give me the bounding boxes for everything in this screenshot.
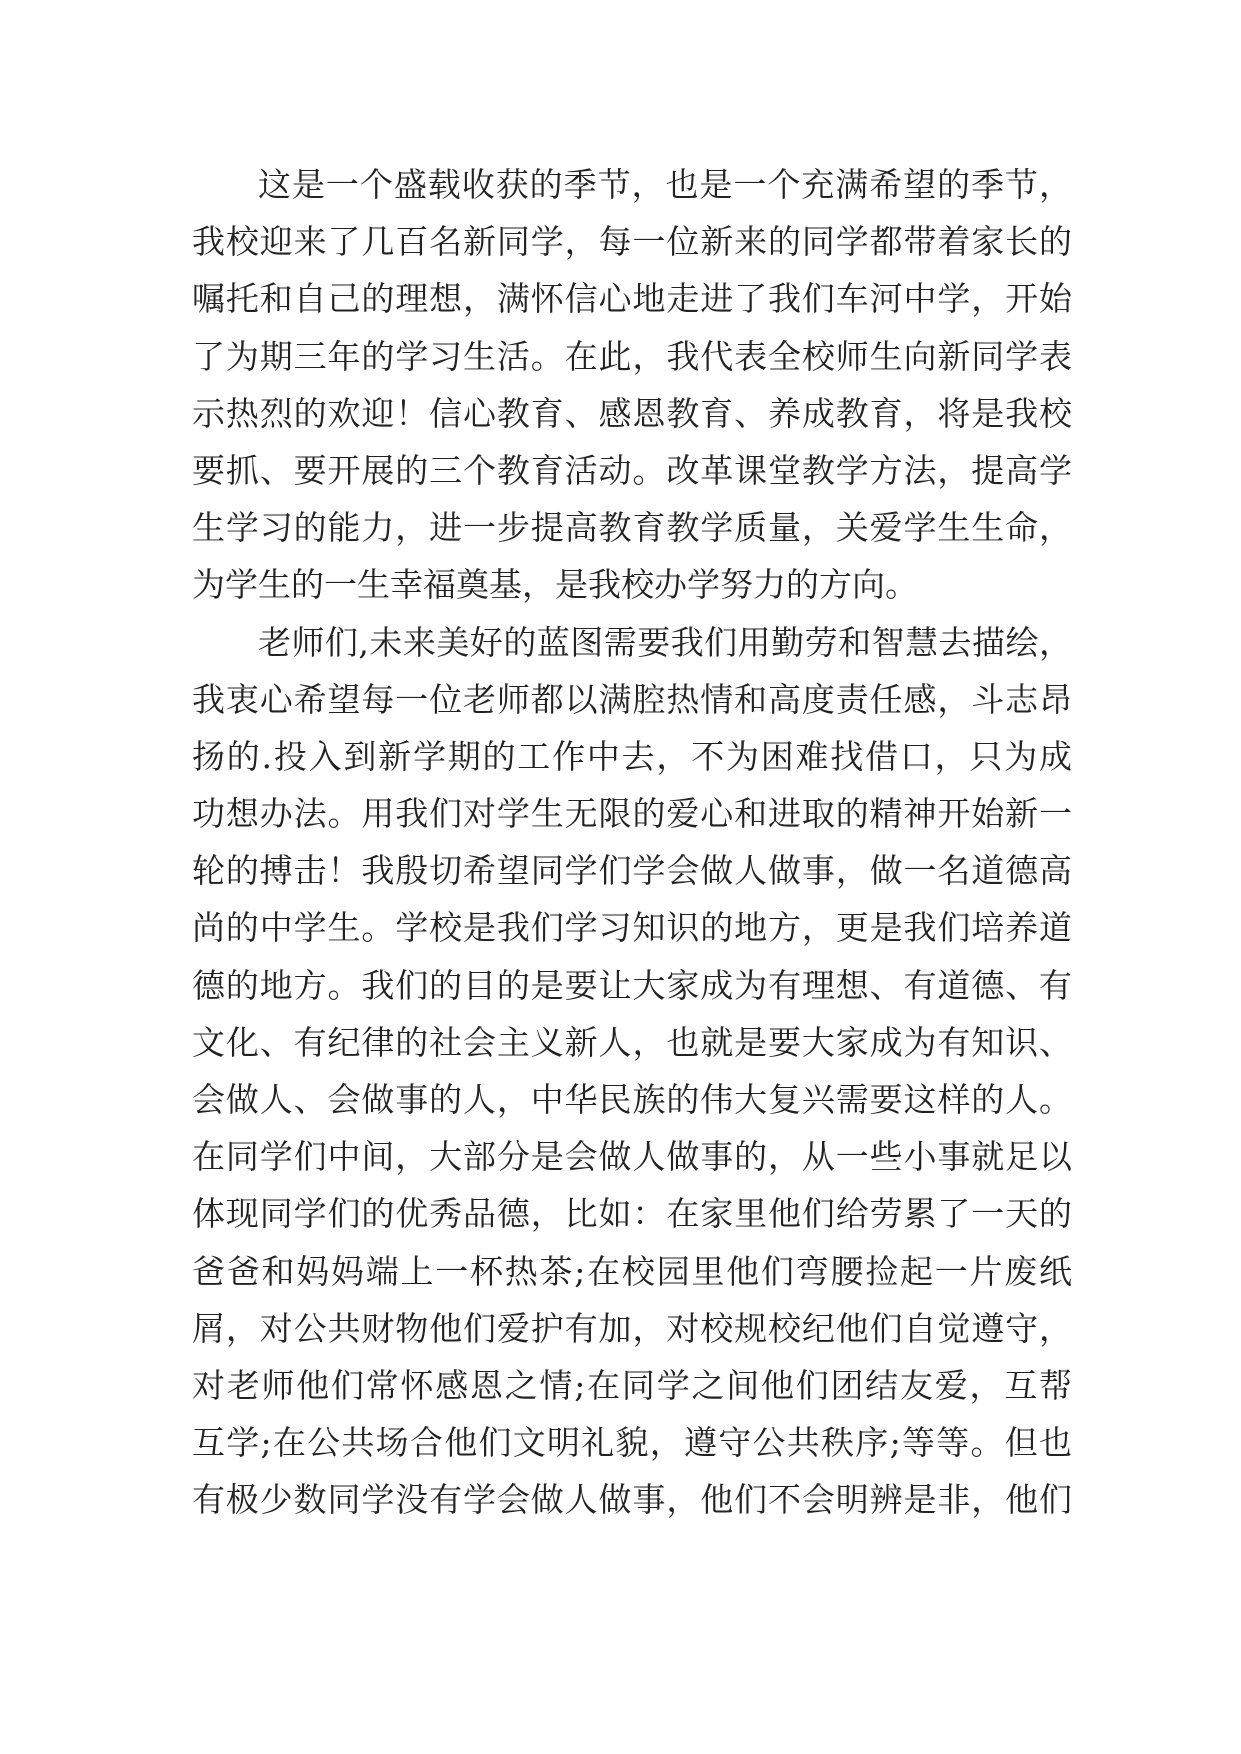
paragraph-line: 我校迎来了几百名新同学，每一位新来的同学都带着家长的: [192, 222, 1072, 262]
paragraph-line: 互学;在公共场合他们文明礼貌，遵守公共秩序;等等。但也: [192, 1423, 1072, 1463]
paragraph-2: [192, 614, 1072, 1529]
paragraph-line: 这是一个盛载收获的季节，也是一个充满希望的季节，: [258, 165, 1072, 204]
paragraph-line: 尚的中学生。学校是我们学习知识的地方，更是我们培养道: [192, 908, 1072, 948]
paragraph-line: 我衷心希望每一位老师都以满腔热情和高度责任感，斗志昂: [192, 679, 1072, 719]
paragraph-line: 生学习的能力，进一步提高教育教学质量，关爱学生生命，: [192, 508, 1072, 548]
paragraph-line: 体现同学们的优秀品德，比如：在家里他们给劳累了一天的: [192, 1194, 1072, 1234]
paragraph-line: 有极少数同学没有学会做人做事，他们不会明辨是非，他们: [192, 1480, 1072, 1520]
paragraph-line: 屑，对公共财物他们爱护有加，对校规校纪他们自觉遵守，: [192, 1308, 1072, 1348]
paragraph-line: 扬的.投入到新学期的工作中去，不为困难找借口，只为成: [192, 736, 1072, 776]
paragraph-1: [192, 156, 1072, 614]
paragraph-line: 会做人、会做事的人，中华民族的伟大复兴需要这样的人。: [192, 1080, 1072, 1119]
paragraph-line: 要抓、要开展的三个教育活动。改革课堂教学方法，提高学: [192, 450, 1072, 490]
paragraph-line: 功想办法。用我们对学生无限的爱心和进取的精神开始新一: [192, 794, 1072, 834]
paragraph-line: 为学生的一生幸福奠基，是我校办学努力的方向。: [192, 565, 918, 605]
paragraph-line: 了为期三年的学习生活。在此，我代表全校师生向新同学表: [192, 336, 1072, 376]
paragraph-line: 爸爸和妈妈端上一杯热茶;在校园里他们弯腰捡起一片废纸: [192, 1251, 1072, 1291]
paragraph-line: 老师们,未来美好的蓝图需要我们用勤劳和智慧去描绘，: [258, 622, 1072, 662]
document-body: [192, 156, 1072, 1529]
paragraph-line: 嘱托和自己的理想，满怀信心地走进了我们车河中学，开始: [192, 279, 1072, 319]
paragraph-line: 在同学们中间，大部分是会做人做事的，从一些小事就足以: [192, 1137, 1072, 1177]
paragraph-line: 轮的搏击！我殷切希望同学们学会做人做事，做一名道德高: [192, 851, 1072, 891]
paragraph-line: 文化、有纪律的社会主义新人，也就是要大家成为有知识、: [192, 1022, 1072, 1062]
paragraph-line: 示热烈的欢迎！信心教育、感恩教育、养成教育，将是我校: [192, 393, 1072, 433]
paragraph-line: 德的地方。我们的目的是要让大家成为有理想、有道德、有: [192, 965, 1072, 1005]
paragraph-line: 对老师他们常怀感恩之情;在同学之间他们团结友爱，互帮: [192, 1365, 1072, 1405]
